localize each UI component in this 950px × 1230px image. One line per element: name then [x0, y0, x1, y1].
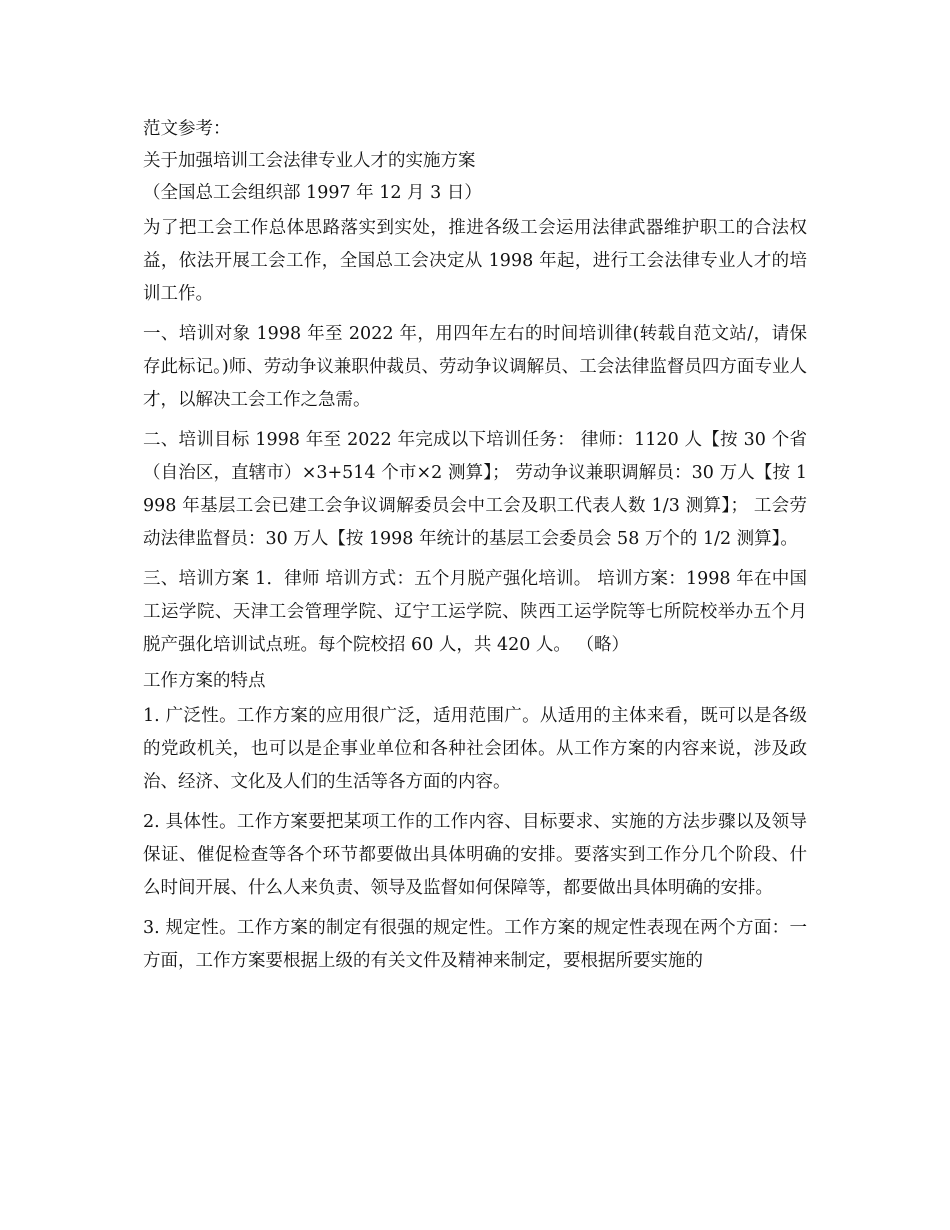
- section-training-targets: 一、培训对象 1998 年至 2022 年，用四年左右的时间培训律(转载自范文站/，请保存此标记。)师、劳动争议兼职仲裁员、劳动争议调解员、工会法律监督员四方面专业人才，以解决工会工作之急需。: [143, 324, 807, 410]
- document-issuer-date: （全国总工会组织部 1997 年 12 月 3 日）: [143, 183, 482, 203]
- section-training-plan: 三、培训方案 1．律师 培训方式：五个月脱产强化培训。 培训方案：1998 年在中国工运学院、天津工会管理学院、辽宁工运学院、陕西工运学院等七所院校举办五个月脱产强化培训试点班。每个院校招 60 人，共 420 人。 （略）: [143, 569, 807, 655]
- feature-regulation: 3. 规定性。工作方案的制定有很强的规定性。工作方案的规定性表现在两个方面：一方面，工作方案要根据上级的有关文件及精神来制定，要根据所要实施的: [143, 918, 807, 971]
- document-body: [143, 116, 807, 978]
- intro-paragraph: 为了把工会工作总体思路落实到实处，推进各级工会运用法律武器维护职工的合法权益，依法开展工会工作，全国总工会决定从 1998 年起，进行工会法律专业人才的培训工作。: [143, 218, 807, 304]
- reference-label: 范文参考：: [143, 119, 231, 139]
- features-heading: 工作方案的特点: [143, 671, 266, 691]
- section-training-goals: 二、培训目标 1998 年至 2022 年完成以下培训任务： 律师：1120 人【按 30 个省（自治区，直辖市）×3+514 个市×2 测算】； 劳动争议兼职调解员：30 万人【按 1998 年基层工会已建工会争议调解委员会中工会及职工代表人数 1/3 测算】； 工会劳动法律监督员：30 万人【按 1998 年统计的基层工会委员会 58 万个的 1/2 测算】。: [143, 430, 807, 549]
- feature-specificity: 2. 具体性。工作方案要把某项工作的工作内容、目标要求、实施的方法步骤以及领导保证、催促检查等各个环节都要做出具体明确的安排。要落实到工作分几个阶段、什么时间开展、什么人来负责、领导及监督如何保障等，都要做出具体明确的安排。: [143, 812, 807, 898]
- feature-breadth: 1. 广泛性。工作方案的应用很广泛，适用范围广。从适用的主体来看，既可以是各级的党政机关，也可以是企事业单位和各种社会团体。从工作方案的内容来说，涉及政治、经济、文化及人们的生活等各方面的内容。: [143, 706, 807, 792]
- document-title: 关于加强培训工会法律专业人才的实施方案: [143, 151, 476, 171]
